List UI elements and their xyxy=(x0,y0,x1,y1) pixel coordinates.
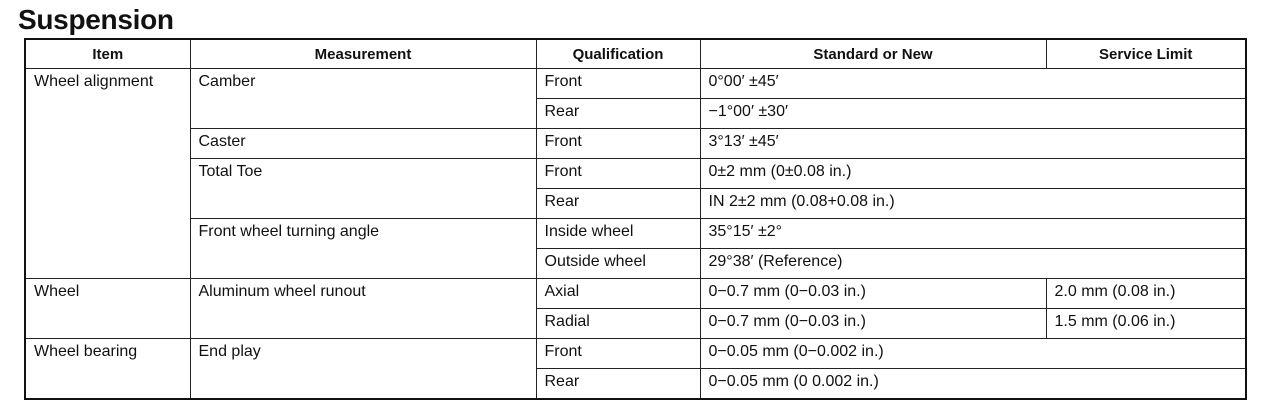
qualification-cell: Rear xyxy=(536,189,700,219)
table-row xyxy=(25,339,1246,369)
standard-cell: IN 2±2 mm (0.08+0.08 in.) xyxy=(700,189,1246,219)
standard-cell: 0°00′ ±45′ xyxy=(700,69,1246,99)
qualification-cell: Front xyxy=(536,129,700,159)
item-cell: Wheel bearing xyxy=(25,339,190,400)
qualification-cell: Radial xyxy=(536,309,700,339)
header-qualification: Qualification xyxy=(536,39,700,69)
qualification-cell: Rear xyxy=(536,369,700,400)
standard-cell: 29°38′ (Reference) xyxy=(700,249,1246,279)
service-limit-cell: 2.0 mm (0.08 in.) xyxy=(1046,279,1246,309)
table-body xyxy=(25,69,1246,400)
standard-cell: 35°15′ ±2° xyxy=(700,219,1246,249)
qualification-cell: Front xyxy=(536,69,700,99)
measurement-cell: Front wheel turning angle xyxy=(190,219,536,279)
measurement-cell: Caster xyxy=(190,129,536,159)
service-limit-cell: 1.5 mm (0.06 in.) xyxy=(1046,309,1246,339)
item-cell: Wheel alignment xyxy=(25,69,190,279)
suspension-spec-table xyxy=(24,38,1247,400)
qualification-cell: Front xyxy=(536,159,700,189)
qualification-cell: Inside wheel xyxy=(536,219,700,249)
table-row xyxy=(25,69,1246,99)
standard-cell: −1°00′ ±30′ xyxy=(700,99,1246,129)
qualification-cell: Outside wheel xyxy=(536,249,700,279)
item-cell: Wheel xyxy=(25,279,190,339)
standard-cell: 0−0.05 mm (0 0.002 in.) xyxy=(700,369,1246,400)
table-row xyxy=(25,219,1246,249)
table-row xyxy=(25,129,1246,159)
qualification-cell: Front xyxy=(536,339,700,369)
standard-cell: 0±2 mm (0±0.08 in.) xyxy=(700,159,1246,189)
measurement-cell: Camber xyxy=(190,69,536,129)
measurement-cell: Aluminum wheel runout xyxy=(190,279,536,339)
standard-cell: 3°13′ ±45′ xyxy=(700,129,1246,159)
header-service-limit: Service Limit xyxy=(1046,39,1246,69)
table-row xyxy=(25,159,1246,189)
standard-cell: 0−0.7 mm (0−0.03 in.) xyxy=(700,309,1046,339)
qualification-cell: Rear xyxy=(536,99,700,129)
header-standard: Standard or New xyxy=(700,39,1046,69)
page-title: Suspension xyxy=(18,4,174,35)
header-item: Item xyxy=(25,39,190,69)
standard-cell: 0−0.05 mm (0−0.002 in.) xyxy=(700,339,1246,369)
header-row xyxy=(25,39,1246,69)
header-measurement: Measurement xyxy=(190,39,536,69)
measurement-cell: End play xyxy=(190,339,536,400)
qualification-cell: Axial xyxy=(536,279,700,309)
table-row xyxy=(25,279,1246,309)
measurement-cell: Total Toe xyxy=(190,159,536,219)
standard-cell: 0−0.7 mm (0−0.03 in.) xyxy=(700,279,1046,309)
